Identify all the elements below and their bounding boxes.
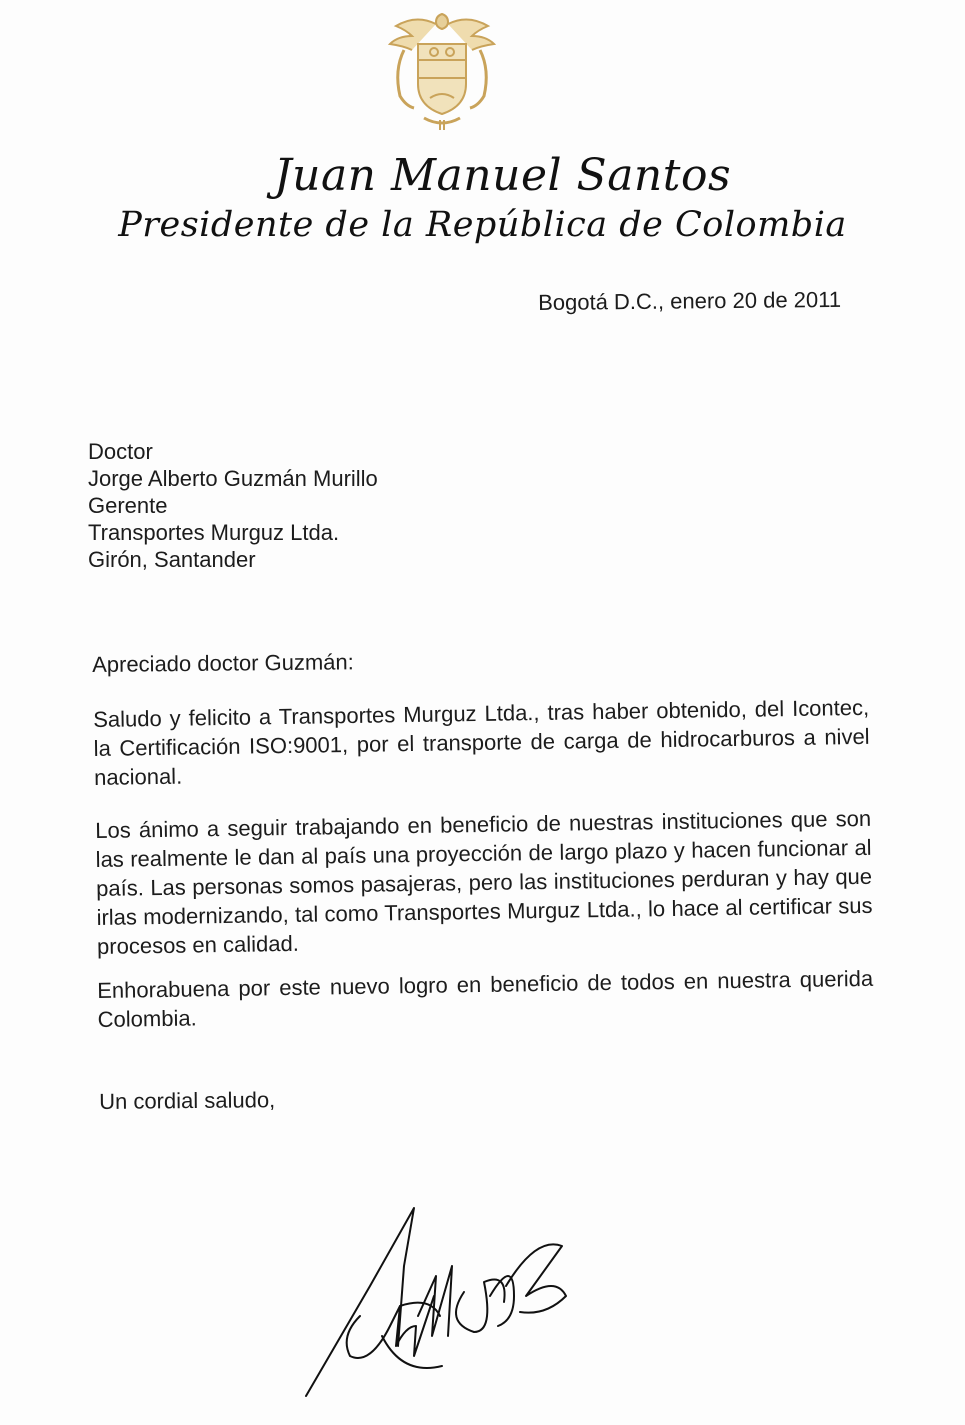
recipient-company: Transportes Murguz Ltda.	[88, 520, 340, 545]
recipient-honorific: Doctor	[88, 439, 153, 464]
recipient-location: Girón, Santander	[88, 547, 256, 572]
letterhead-title: Presidente de la República de Colombia	[118, 205, 847, 245]
body-paragraph-1: Saludo y felicito a Transportes Murguz Ltda., tras haber obtenido, del Icontec, la Certificación ISO:9001, por el transporte de carga de hidrocarburos a nivel nacional.	[93, 694, 870, 790]
letter-date: Bogotá D.C., enero 20 de 2011	[538, 286, 842, 315]
handwritten-signature	[300, 1196, 600, 1406]
recipient-name: Jorge Alberto Guzmán Murillo	[88, 466, 378, 491]
letterhead-name: Juan Manuel Santos	[273, 150, 732, 201]
body-paragraph-2: Los ánimo a seguir trabajando en beneficio de nuestras instituciones que son las realmente le dan al país una proyección de largo plazo y hacen funcionar al país. Las personas somos pasajeras, pero las instituciones perduran y hay que irlas modernizando, tal como Transportes Murguz Ltda., lo hace al certificar sus procesos en calidad.	[95, 805, 873, 959]
salutation: Apreciado doctor Guzmán:	[92, 649, 354, 677]
closing-line: Un cordial saludo,	[99, 1087, 276, 1114]
recipient-position: Gerente	[88, 493, 168, 518]
body-paragraph-3: Enhorabuena por este nuevo logro en beneficio de todos en nuestra querida Colombia.	[97, 965, 874, 1032]
recipient-address	[88, 438, 378, 573]
coat-of-arms-icon	[384, 10, 500, 132]
